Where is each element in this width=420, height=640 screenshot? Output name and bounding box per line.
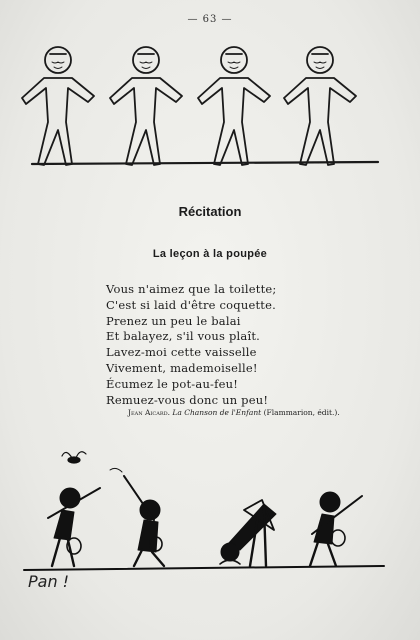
fly-icon: [62, 452, 86, 463]
poem-line: Lavez-moi cette vaisselle: [106, 345, 257, 360]
page-number: — 63 —: [187, 14, 233, 25]
paper-dolls-illustration: [14, 36, 384, 176]
poem-line: Vivement, mademoiselle!: [106, 360, 258, 375]
attribution-book-title: La Chanson de l'Enfant: [172, 408, 262, 417]
poem: [106, 282, 366, 408]
poem-title: La leçon à la poupée: [152, 248, 268, 260]
poem-line: Vous n'aimez que la toilette;: [106, 282, 277, 296]
poem-line: C'est si laid d'être coquette.: [106, 297, 276, 312]
hunter-children-illustration: [14, 440, 394, 600]
attribution-publisher: (Flammarion, édit.).: [263, 408, 340, 417]
illustration-caption: Pan !: [28, 572, 70, 591]
poem-line: Écumez le pot-au-feu!: [106, 376, 239, 391]
page-heading: Récitation: [178, 204, 242, 219]
poem-line: Et balayez, s'il vous plaît.: [106, 329, 261, 344]
poem-line: Remuez-vous donc un peu!: [106, 392, 269, 407]
poem-line: Prenez un peu le balai: [106, 313, 241, 328]
poem-attribution: [128, 408, 418, 417]
attribution-author: Jean Aicard.: [128, 408, 171, 417]
